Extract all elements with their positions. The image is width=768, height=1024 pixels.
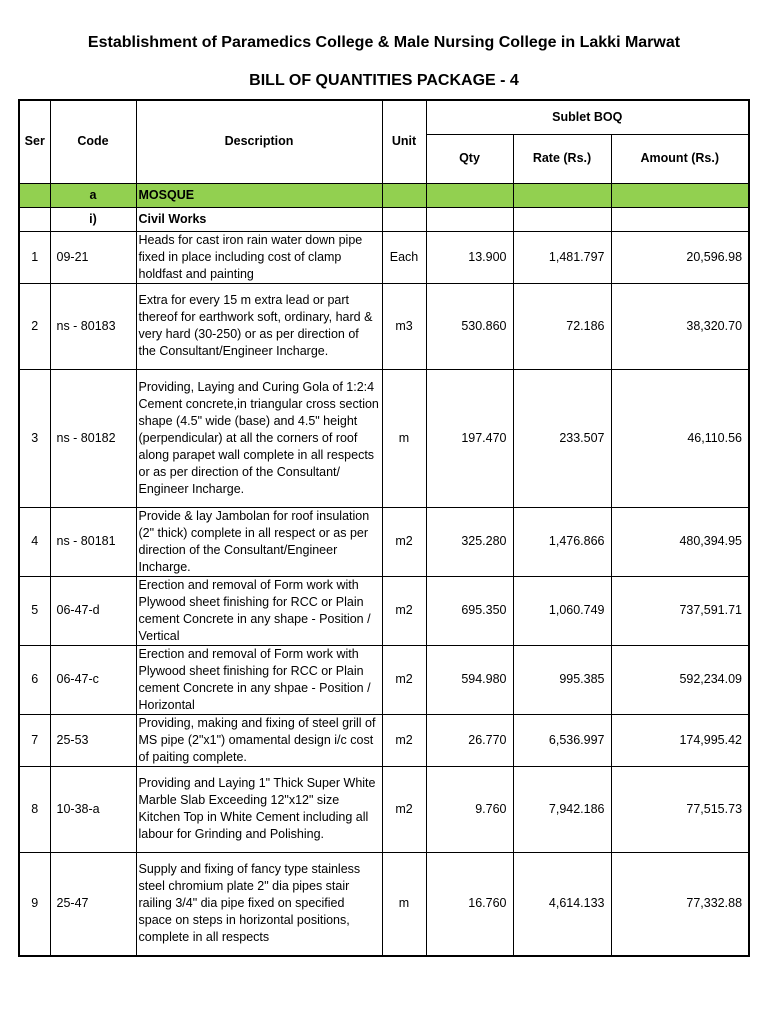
table-row	[19, 576, 749, 645]
row-unit: Each	[382, 231, 426, 283]
row-unit: m2	[382, 507, 426, 576]
row-ser: 9	[19, 852, 50, 956]
subsection-unit	[382, 207, 426, 231]
row-code: ns - 80181	[50, 507, 136, 576]
table-row	[19, 714, 749, 766]
header-code: Code	[50, 100, 136, 183]
row-qty: 26.770	[426, 714, 513, 766]
table-row	[19, 369, 749, 507]
subsection-qty	[426, 207, 513, 231]
table-row	[19, 852, 749, 956]
row-qty: 325.280	[426, 507, 513, 576]
row-rate: 1,481.797	[513, 231, 611, 283]
section-qty	[426, 183, 513, 207]
row-qty: 13.900	[426, 231, 513, 283]
section-code: a	[50, 183, 136, 207]
header-unit: Unit	[382, 100, 426, 183]
row-rate: 4,614.133	[513, 852, 611, 956]
row-qty: 16.760	[426, 852, 513, 956]
row-code: 25-47	[50, 852, 136, 956]
section-row	[19, 183, 749, 207]
table-row	[19, 231, 749, 283]
section-amount	[611, 183, 749, 207]
row-qty: 530.860	[426, 283, 513, 369]
subsection-row	[19, 207, 749, 231]
row-unit: m2	[382, 576, 426, 645]
header-qty: Qty	[426, 134, 513, 183]
row-rate: 1,060.749	[513, 576, 611, 645]
row-amount: 480,394.95	[611, 507, 749, 576]
row-ser: 4	[19, 507, 50, 576]
row-description: Providing, Laying and Curing Gola of 1:2:4 Cement concrete,in triangular cross section shape (4.5" wide (base) and 4.5" height (perpendicular) at all the corners of roof along parapet wall complete in all respects or as per direction of the Consultant/ Engineer Incharge.	[136, 369, 382, 507]
row-amount: 77,515.73	[611, 766, 749, 852]
row-ser: 3	[19, 369, 50, 507]
table-row	[19, 766, 749, 852]
subsection-code: i)	[50, 207, 136, 231]
row-rate: 1,476.866	[513, 507, 611, 576]
row-ser: 8	[19, 766, 50, 852]
document-title: Establishment of Paramedics College & Male Nursing College in Lakki Marwat	[87, 34, 681, 51]
row-description: Providing and Laying 1" Thick Super White Marble Slab Exceeding 12"x12" size Kitchen Top in White Cement including all labour for Grinding and Polishing.	[136, 766, 382, 852]
row-amount: 737,591.71	[611, 576, 749, 645]
row-code: 10-38-a	[50, 766, 136, 852]
subsection-amount	[611, 207, 749, 231]
row-code: ns - 80183	[50, 283, 136, 369]
header-group-sublet: Sublet BOQ	[426, 100, 749, 134]
row-qty: 9.760	[426, 766, 513, 852]
row-amount: 174,995.42	[611, 714, 749, 766]
row-unit: m	[382, 852, 426, 956]
header-description: Description	[136, 100, 382, 183]
row-code: 06-47-c	[50, 645, 136, 714]
row-ser: 5	[19, 576, 50, 645]
row-unit: m3	[382, 283, 426, 369]
row-ser: 1	[19, 231, 50, 283]
row-description: Providing, making and fixing of steel grill of MS pipe (2"x1") omamental design i/c cost of paiting complete.	[136, 714, 382, 766]
row-ser: 7	[19, 714, 50, 766]
row-rate: 72.186	[513, 283, 611, 369]
row-description: Erection and removal of Form work with Plywood sheet finishing for RCC or Plain cement Concrete in any shpae - Position / Horizontal	[136, 645, 382, 714]
row-description: Provide & lay Jambolan for roof insulation (2" thick) complete in all respect or as per direction of the Consultant/Engineer Incharge.	[136, 507, 382, 576]
row-code: ns - 80182	[50, 369, 136, 507]
section-ser	[19, 183, 50, 207]
row-ser: 6	[19, 645, 50, 714]
section-unit	[382, 183, 426, 207]
section-rate	[513, 183, 611, 207]
row-rate: 995.385	[513, 645, 611, 714]
row-unit: m2	[382, 714, 426, 766]
row-amount: 46,110.56	[611, 369, 749, 507]
header-rate: Rate (Rs.)	[513, 134, 611, 183]
row-code: 06-47-d	[50, 576, 136, 645]
header-amount: Amount (Rs.)	[611, 134, 749, 183]
row-unit: m	[382, 369, 426, 507]
row-amount: 77,332.88	[611, 852, 749, 956]
row-unit: m2	[382, 766, 426, 852]
row-rate: 6,536.997	[513, 714, 611, 766]
table-row	[19, 283, 749, 369]
subsection-ser	[19, 207, 50, 231]
row-unit: m2	[382, 645, 426, 714]
row-amount: 20,596.98	[611, 231, 749, 283]
row-description: Extra for every 15 m extra lead or part thereof for earthwork soft, ordinary, hard & very hard (30-250) or as per direction of the Consultant/Engineer Incharge.	[136, 283, 382, 369]
boq-table	[18, 99, 750, 957]
row-ser: 2	[19, 283, 50, 369]
row-description: Heads for cast iron rain water down pipe fixed in place including cost of clamp holdfast and painting	[136, 231, 382, 283]
subsection-label: Civil Works	[136, 207, 382, 231]
table-row	[19, 645, 749, 714]
document-subtitle: BILL OF QUANTITIES PACKAGE - 4	[249, 72, 519, 89]
row-code: 09-21	[50, 231, 136, 283]
row-amount: 38,320.70	[611, 283, 749, 369]
row-amount: 592,234.09	[611, 645, 749, 714]
row-qty: 594.980	[426, 645, 513, 714]
row-qty: 695.350	[426, 576, 513, 645]
header-ser: Ser	[19, 100, 50, 183]
row-rate: 233.507	[513, 369, 611, 507]
subsection-rate	[513, 207, 611, 231]
row-code: 25-53	[50, 714, 136, 766]
row-rate: 7,942.186	[513, 766, 611, 852]
row-qty: 197.470	[426, 369, 513, 507]
table-row	[19, 507, 749, 576]
row-description: Erection and removal of Form work with Plywood sheet finishing for RCC or Plain cement Concrete in any shape - Position / Vertical	[136, 576, 382, 645]
row-description: Supply and fixing of fancy type stainless steel chromium plate 2" dia pipes stair railing 3/4" dia pipe fixed on specified space on steps in horizontal positions, complete in all respects	[136, 852, 382, 956]
section-label: MOSQUE	[136, 183, 382, 207]
